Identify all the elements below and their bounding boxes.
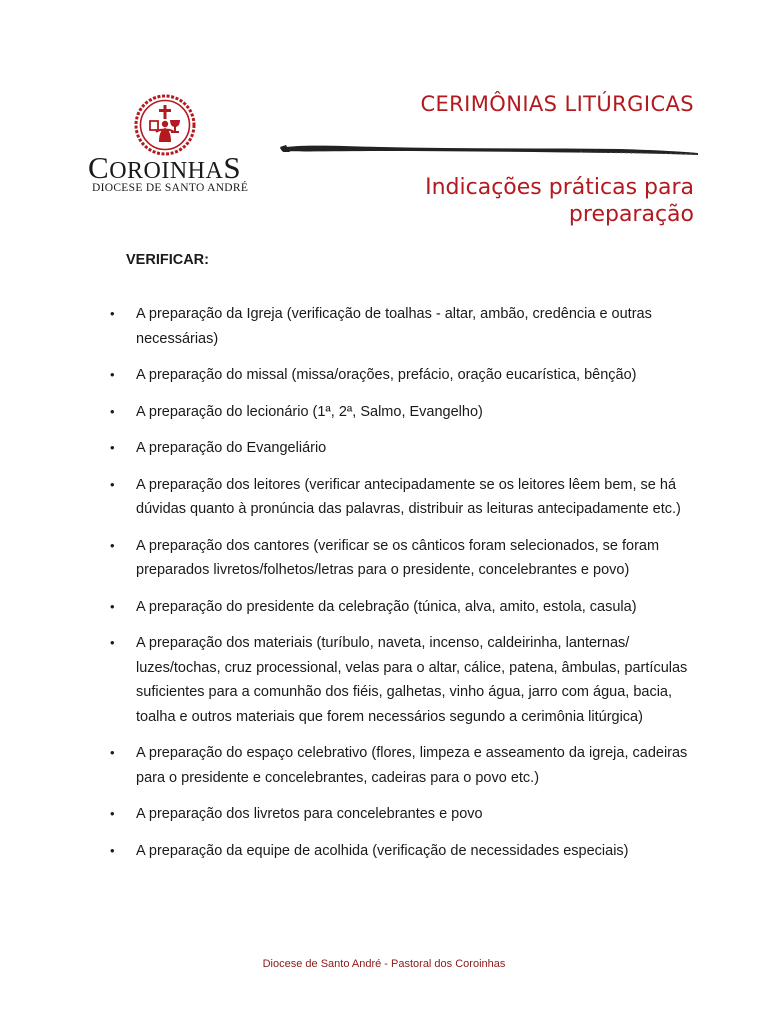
list-item [106,534,706,583]
page-title: CERIMÔNIAS LITÚRGICAS [420,92,694,116]
list-item-text: A preparação do presidente da celebração (túnica, alva, amito, estola, casula) [136,598,637,615]
list-item-text: A preparação dos leitores (verificar antecipadamente se os leitores lêem bem, se há dúvidas quanto à pronúncia das palavras, distribuir as leituras antecipadamente etc.) [136,476,681,517]
list-item-text: A preparação dos materiais (turíbulo, naveta, incenso, caldeirinha, lanternas/ luzes/tochas, cruz processional, velas para o altar, cálice, patena, âmbulas, partículas suficientes para a comunhão dos fiéis, galhetas, vinho água, jarro com água, bacia, toalha e outros materiais que forem necessários segundo a cerimônia litúrgica) [136,635,688,725]
list-item-text: A preparação da equipe de acolhida (verificação de necessidades especiais) [136,842,629,859]
list-item-text: A preparação dos livretos para concelebrantes e povo [136,806,483,822]
list-item [106,302,706,351]
list-item-text: A preparação da Igreja (verificação de toalhas - altar, ambão, credência e outras necessárias) [136,306,652,347]
list-item-text: A preparação dos cantores (verificar se os cânticos foram selecionados, se foram preparados livretos/folhetos/letras para o presidente, concelebrantes e povo) [136,537,660,578]
brush-stroke-divider [280,138,698,160]
logo-subtitle: DIOCESE DE SANTO ANDRÉ [92,182,249,194]
bullet-icon: • [110,306,115,321]
bullet-icon: • [110,635,115,650]
bullet-icon: • [110,403,115,419]
checklist [106,302,706,875]
bullet-icon: • [110,367,115,382]
bullet-icon: • [110,440,115,455]
list-item [106,631,706,729]
section-heading: VERIFICAR: [126,252,209,268]
page-footer: Diocese de Santo André - Pastoral dos Coroinhas [262,958,506,970]
list-item-text: A preparação do Evangeliário [136,440,327,456]
list-item [106,363,706,388]
list-item [106,741,706,790]
logo-name: COROINHAS [88,150,242,185]
list-item [106,473,706,522]
list-item [106,595,706,620]
list-item [106,839,706,864]
list-item-text: A preparação do lecionário (1ª, 2ª, Salmo, Evangelho) [136,403,483,420]
page-subtitle: Indicações práticas para preparação [425,175,694,227]
coroinhas-logo [88,92,258,202]
bullet-icon: • [110,745,115,760]
list-item [106,802,706,827]
coroinhas-seal-icon [134,94,196,156]
bullet-icon: • [110,476,115,492]
list-item [106,436,706,461]
bullet-icon: • [110,598,115,614]
list-item-text: A preparação do espaço celebrativo (flores, limpeza e asseamento da igreja, cadeiras para o presidente e concelebrantes, cadeiras para o povo etc.) [136,745,688,786]
bullet-icon: • [110,537,115,553]
bullet-icon: • [110,806,115,821]
bullet-icon: • [110,842,115,858]
list-item [106,400,706,425]
list-item-text: A preparação do missal (missa/orações, prefácio, oração eucarística, bênção) [136,367,637,383]
